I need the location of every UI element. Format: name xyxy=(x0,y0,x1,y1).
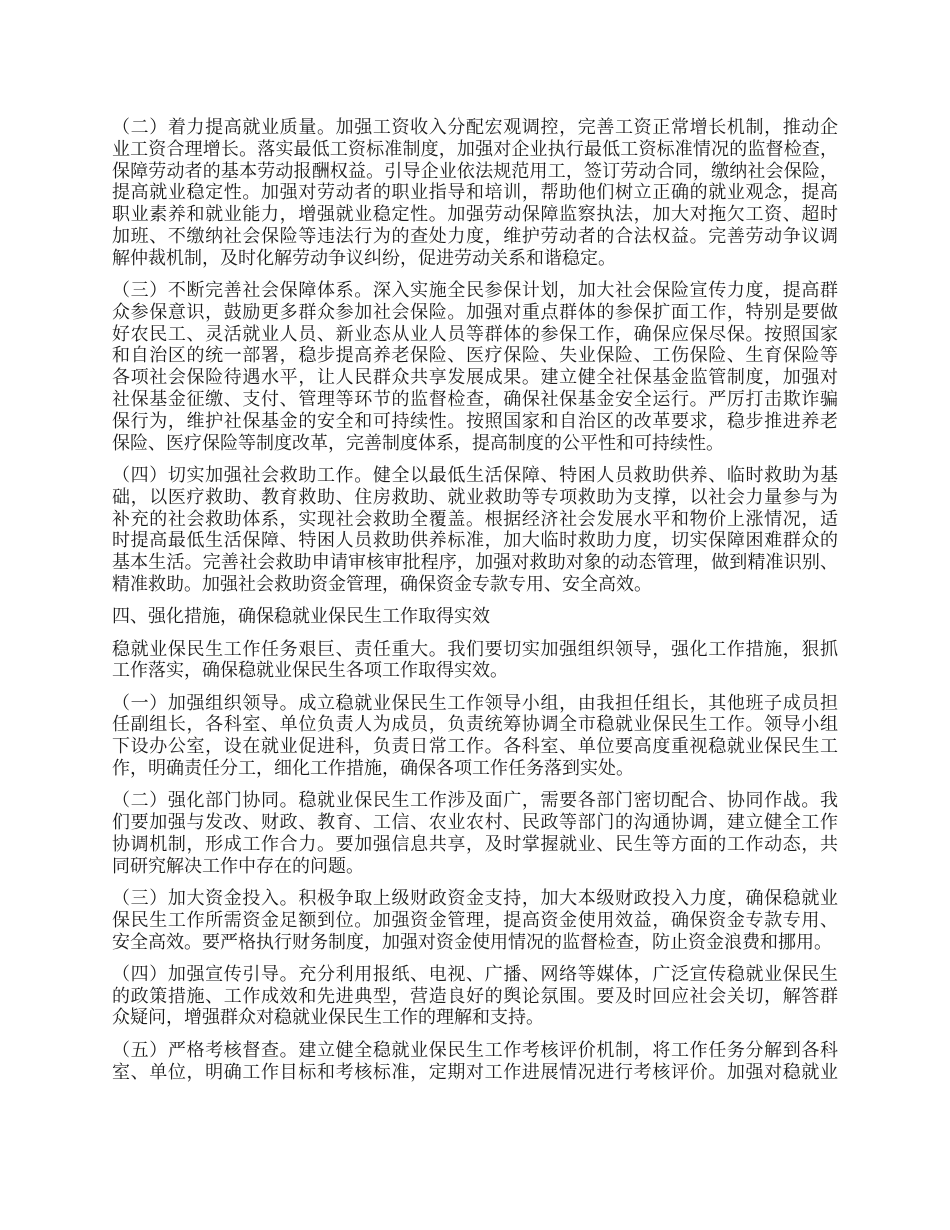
text-line: 基本生活。完善社会救助申请审核审批程序，加强对救助对象的动态管理，做到精准识别、 xyxy=(112,552,838,574)
document-body xyxy=(112,117,838,1094)
text-line: 加班、不缴纳社会保险等违法行为的查处力度，维护劳动者的合法权益。完善劳动争议调 xyxy=(112,225,838,247)
paragraph xyxy=(112,639,838,683)
text-line: 精准救助。加强社会救助资金管理，确保资金专款专用、安全高效。 xyxy=(112,573,652,595)
text-line: 和自治区的统一部署，稳步提高养老保险、医疗保险、失业保险、工伤保险、生育保险等 xyxy=(112,345,838,367)
text-line: 稳就业保民生工作任务艰巨、责任重大。我们要切实加强组织领导，强化工作措施，狠抓 xyxy=(112,638,838,660)
text-line: 室、单位，明确工作目标和考核标准，定期对工作进展情况进行考核评价。加强对稳就业 xyxy=(112,1061,838,1083)
text-line: 解仲裁机制，及时化解劳动争议纠纷，促进劳动关系和谐稳定。 xyxy=(112,247,616,269)
paragraph xyxy=(112,888,838,953)
paragraph xyxy=(112,1040,838,1084)
text-line: 础，以医疗救助、教育救助、住房救助、就业救助等专项救助为支撑，以社会力量参与为 xyxy=(112,486,838,508)
text-line: 保障劳动者的基本劳动报酬权益。引导企业依法规范用工，签订劳动合同，缴纳社会保险， xyxy=(112,160,838,182)
paragraph xyxy=(112,280,838,454)
text-line: （五）严格考核督查。建立健全稳就业保民生工作考核评价机制，将工作任务分解到各科 xyxy=(112,1039,838,1061)
paragraph xyxy=(112,693,838,780)
text-line: 提高就业稳定性。加强对劳动者的职业指导和培训，帮助他们树立正确的就业观念，提高 xyxy=(112,182,838,204)
text-line: 社保基金征缴、支付、管理等环节的监督检查，确保社保基金安全运行。严厉打击欺诈骗 xyxy=(112,389,838,411)
text-line: 协调机制，形成工作合力。要加强信息共享，及时掌握就业、民生等方面的工作动态，共 xyxy=(112,833,838,855)
paragraph xyxy=(112,465,838,596)
text-line: （三）不断完善社会保障体系。深入实施全民参保计划，加大社会保险宣传力度，提高群 xyxy=(112,280,838,302)
text-line: 保险、医疗保险等制度改革，完善制度体系，提高制度的公平性和可持续性。 xyxy=(112,432,724,454)
text-line: 下设办公室，设在就业促进科，负责日常工作。各科室、单位要高度重视稳就业保民生工 xyxy=(112,736,838,758)
text-line: （二）着力提高就业质量。加强工资收入分配宏观调控，完善工资正常增长机制，推动企 xyxy=(112,117,838,138)
text-line: 作，明确责任分工，细化工作措施，确保各项工作任务落到实处。 xyxy=(112,758,634,780)
paragraph xyxy=(112,117,838,270)
text-line: 好农民工、灵活就业人员、新业态从业人员等群体的参保工作，确保应保尽保。按照国家 xyxy=(112,323,838,345)
text-line: （四）加强宣传引导。充分利用报纸、电视、广播、网络等媒体，广泛宣传稳就业保民生 xyxy=(112,963,838,985)
text-line: 安全高效。要严格执行财务制度，加强对资金使用情况的监督检查，防止资金浪费和挪用。 xyxy=(112,931,832,953)
paragraph xyxy=(112,790,838,877)
text-line: 工作落实，确保稳就业保民生各项工作取得实效。 xyxy=(112,660,508,682)
text-line: 补充的社会救助体系，实现社会救助全覆盖。根据经济社会发展水平和物价上涨情况，适 xyxy=(112,508,838,530)
text-line: 同研究解决工作中存在的问题。 xyxy=(112,855,364,877)
text-line: 众疑问，增强群众对稳就业保民生工作的理解和支持。 xyxy=(112,1007,544,1029)
text-line: 各项社会保险待遇水平，让人民群众共享发展成果。建立健全社保基金监管制度，加强对 xyxy=(112,367,838,389)
text-line: （四）切实加强社会救助工作。健全以最低生活保障、特困人员救助供养、临时救助为基 xyxy=(112,464,838,486)
text-line: 任副组长，各科室、单位负责人为成员，负责统筹协调全市稳就业保民生工作。领导小组 xyxy=(112,714,838,736)
text-line: 众参保意识，鼓励更多群众参加社会保险。加强对重点群体的参保扩面工作，特别是要做 xyxy=(112,301,838,323)
text-line: （三）加大资金投入。积极争取上级财政资金支持，加大本级财政投入力度，确保稳就业 xyxy=(112,888,838,909)
text-line: （二）强化部门协同。稳就业保民生工作涉及面广，需要各部门密切配合、协同作战。我 xyxy=(112,790,838,812)
text-line: 们要加强与发改、财政、教育、工信、农业农村、民政等部门的沟通协调，建立健全工作 xyxy=(112,812,838,834)
paragraph xyxy=(112,964,838,1029)
section-heading xyxy=(112,606,838,628)
text-line: （一）加强组织领导。成立稳就业保民生工作领导小组，由我担任组长，其他班子成员担 xyxy=(112,692,838,714)
text-line: 时提高最低生活保障、特困人员救助供养标准，加大临时救助力度，切实保障困难群众的 xyxy=(112,530,838,552)
text-line: 的政策措施、工作成效和先进典型，营造良好的舆论氛围。要及时回应社会关切，解答群 xyxy=(112,985,838,1007)
text-line: 保行为，维护社保基金的安全和可持续性。按照国家和自治区的改革要求，稳步推进养老 xyxy=(112,410,838,432)
text-line: 职业素养和就业能力，增强就业稳定性。加强劳动保障监察执法，加大对拖欠工资、超时 xyxy=(112,204,838,226)
text-line: 保民生工作所需资金足额到位。加强资金管理，提高资金使用效益，确保资金专款专用、 xyxy=(112,909,838,931)
text-line: 业工资合理增长。落实最低工资标准制度，加强对企业执行最低工资标准情况的监督检查， xyxy=(112,138,838,160)
text-line: 四、强化措施，确保稳就业保民生工作取得实效 xyxy=(112,606,490,628)
